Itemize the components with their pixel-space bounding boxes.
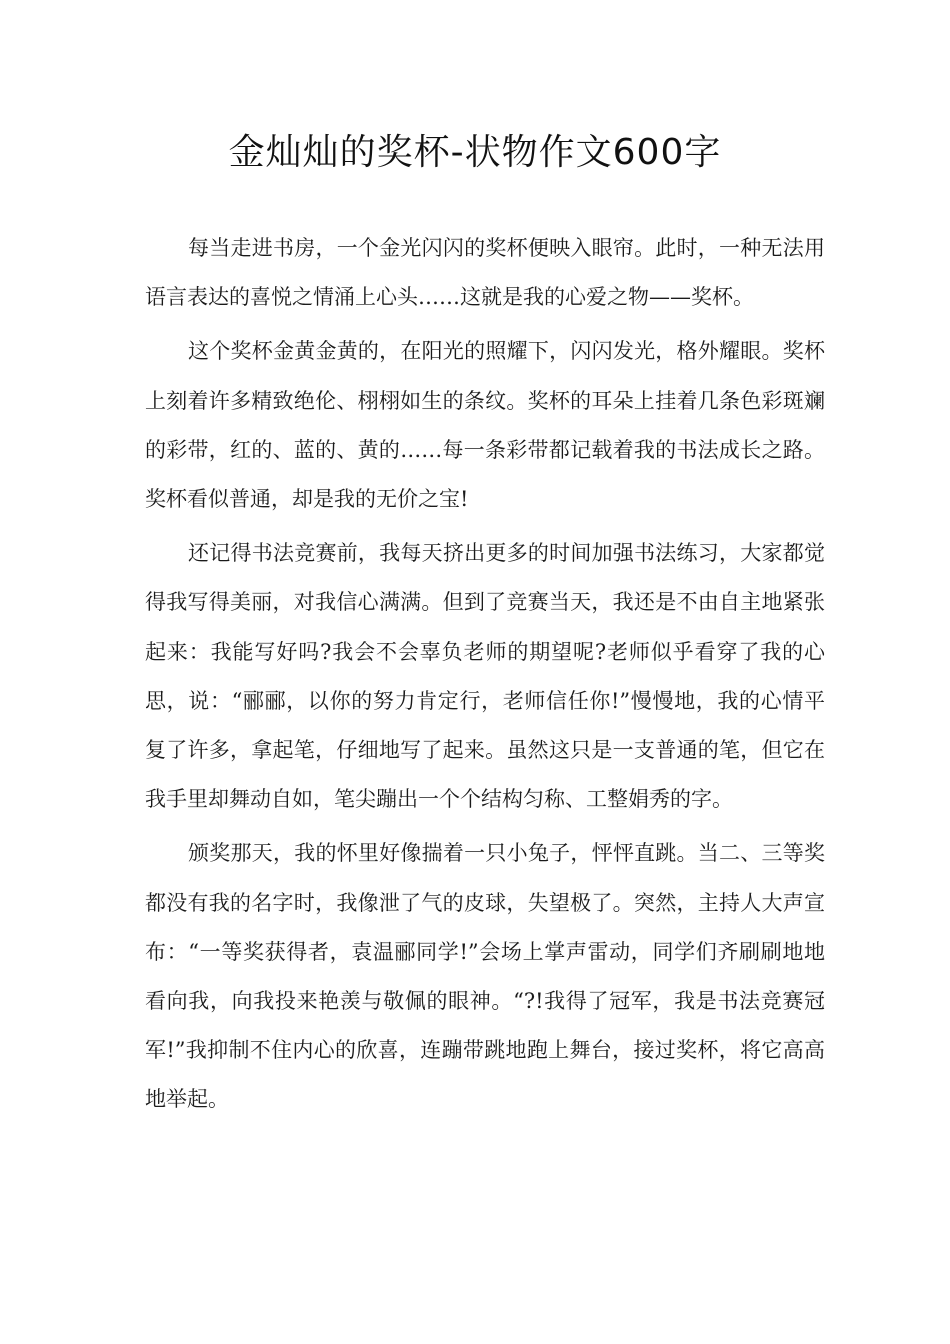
document-body (145, 224, 825, 1130)
document-title: 金灿灿的奖杯-状物作文600字 (228, 132, 722, 173)
paragraph-3: 还记得书法竞赛前，我每天挤出更多的时间加强书法练习，大家都觉得我写得美丽，对我信心满满。但到了竞赛当天，我还是不由自主地紧张起来：我能写好吗?我会不会辜负老师的期望呢?老师似乎看穿了我的心思，说：“郦郦，以你的努力肯定行，老师信任你!”慢慢地，我的心情平复了许多，拿起笔，仔细地写了起来。虽然这只是一支普通的笔，但它在我手里却舞动自如，笔尖蹦出一个个结构匀称、工整娟秀的字。 (145, 541, 825, 812)
paragraph-1: 每当走进书房，一个金光闪闪的奖杯便映入眼帘。此时，一种无法用语言表达的喜悦之情涌上心头……这就是我的心爱之物——奖杯。 (145, 236, 825, 310)
paragraph-2: 这个奖杯金黄金黄的，在阳光的照耀下，闪闪发光，格外耀眼。奖杯上刻着许多精致绝伦、栩栩如生的条纹。奖杯的耳朵上挂着几条色彩斑斓的彩带，红的、蓝的、黄的……每一条彩带都记载着我的书法成长之路。奖杯看似普通，却是我的无价之宝! (145, 339, 825, 512)
paragraph-4: 颁奖那天，我的怀里好像揣着一只小兔子，怦怦直跳。当二、三等奖都没有我的名字时，我像泄了气的皮球，失望极了。突然，主持人大声宣布：“一等奖获得者，袁温郦同学!”会场上掌声雷动，同学们齐刷刷地地看向我，向我投来艳羡与敬佩的眼神。“?!我得了冠军，我是书法竞赛冠军!”我抑制不住内心的欣喜，连蹦带跳地跑上舞台，接过奖杯，将它高高地举起。 (145, 841, 825, 1112)
